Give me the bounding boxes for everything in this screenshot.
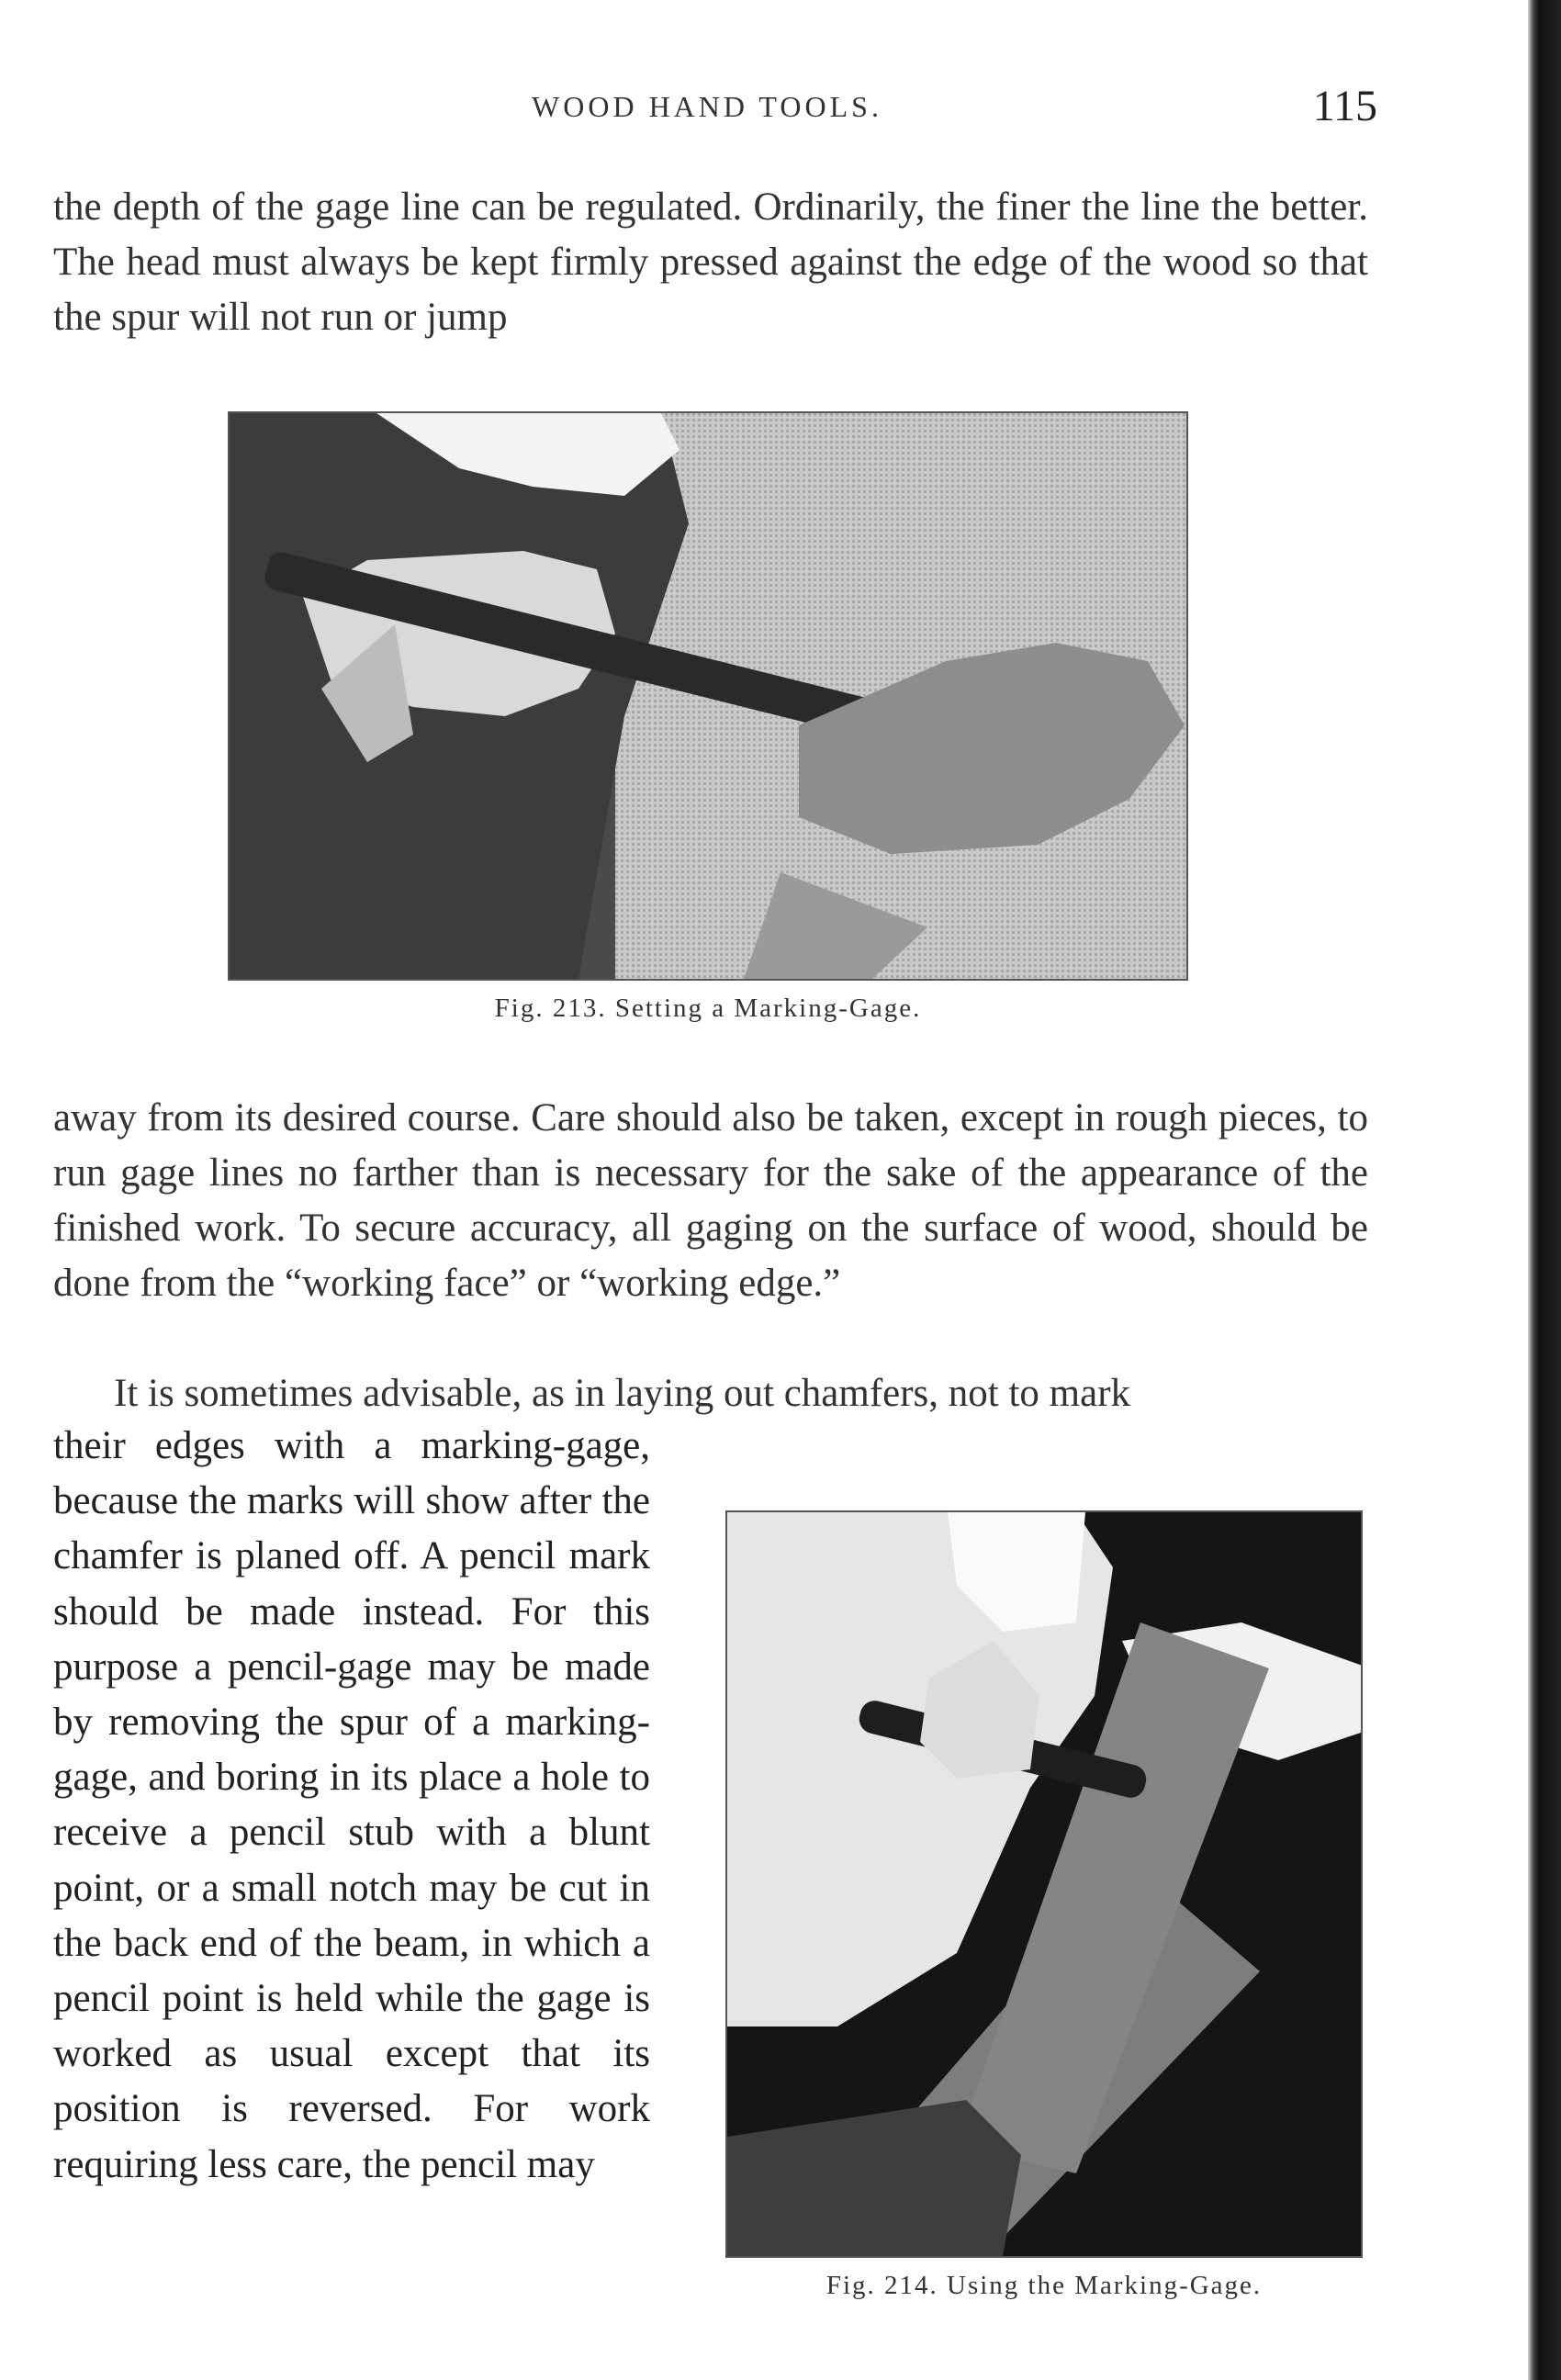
page-number: 115 xyxy=(1312,82,1377,130)
paragraph-3-wrapped: their edges with a marking-gage, because the marks will show after the chamfer is planed off. A pencil mark should be made instead. For this purpose a pencil-gage may be made by removing the spur of a marking-gage, and boring in its place a hole to receive a pencil stub with a blunt point, or a small notch may be cut in the back end of the beam, in which a pencil point is held while the gage is worked as usual except that its position is reversed. For work requiring less care, the pencil may xyxy=(53,1424,650,2186)
photo-setting-marking-gage xyxy=(228,411,1188,981)
figure-213 xyxy=(228,411,1188,1024)
figure-214 xyxy=(725,1510,1363,2301)
photo-using-marking-gage xyxy=(725,1510,1363,2258)
figure-213-caption: Fig. 213. Setting a Marking-Gage. xyxy=(494,994,922,1023)
running-head: WOOD HAND TOOLS. xyxy=(532,90,882,123)
figure-214-caption: Fig. 214. Using the Marking-Gage. xyxy=(825,2271,1263,2300)
paragraph-3-line-1: It is sometimes advisable, as in laying out chamfers, not to mark xyxy=(114,1372,1131,1415)
paragraph-2: away from its desired course. Care should also be taken, except in rough pieces, to run gage lines no farther than is necessary for the sake of the appearance of the finished work. To secure accuracy, all gaging on the surface of wood, should be done from the “working face” or “working edge.” xyxy=(53,1096,1368,1305)
page-edge-shadow xyxy=(1528,0,1561,2380)
paragraph-1: the depth of the gage line can be regulated. Ordinarily, the finer the line the better. The head must always be kept firmly pressed against the edge of the wood so that the spur will not run or jump xyxy=(53,185,1368,339)
